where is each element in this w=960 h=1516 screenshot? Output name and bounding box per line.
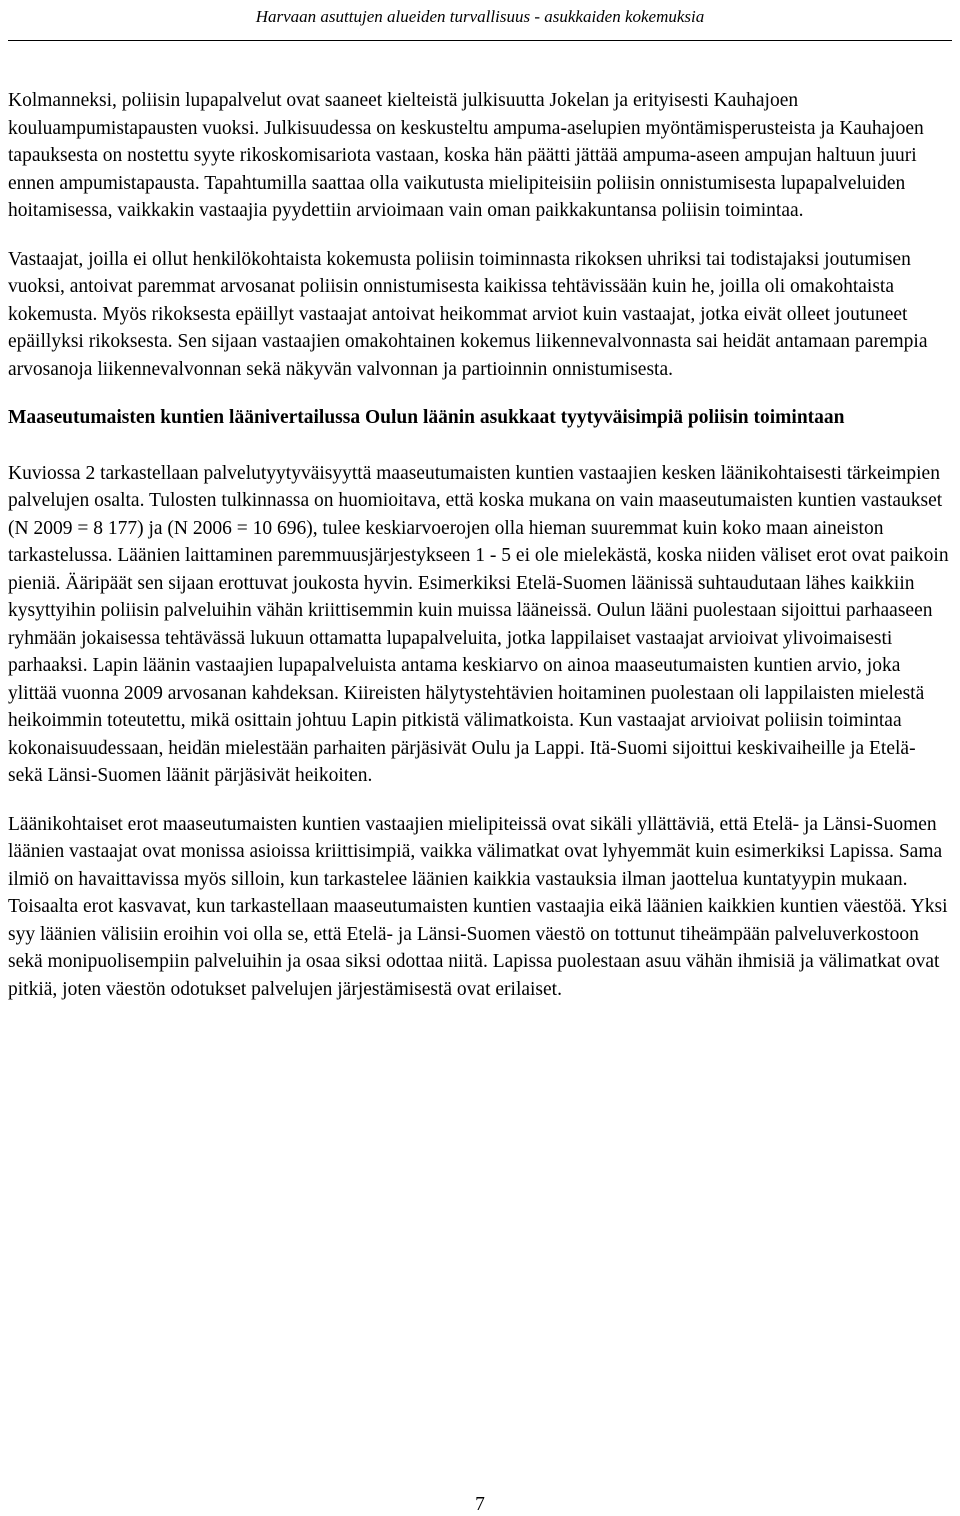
body-text — [8, 87, 952, 1024]
paragraph-lupapalvelut: Kolmanneksi, poliisin lupapalvelut ovat saaneet kielteistä julkisuutta Jokelan ja erityisesti Kauhajoen kouluampumistapausten vuoksi. Julkisuudessa on keskusteltu ampuma-aselupien myöntämisperusteista ja Kauhajoen tapauksesta on nostettu syyte rikoskomisariota vastaan, koska hän päätti jättää ampuma-aseen ampujan haltuun juuri ennen ampumistapausta. Tapahtumilla saattaa olla vaikutusta mielipiteisiin poliisin onnistumisesta lupapalveluiden hoitamisessa, vaikkakin vastaajia pyydettiin arvioimaan vain oman paikkakuntansa poliisin toimintaa. — [8, 90, 924, 221]
section-heading: Maaseutumaisten kuntien läänivertailussa Oulun läänin asukkaat tyytyväisimpiä poliisin toimintaan — [8, 407, 845, 428]
paragraph-laanikohtaiset-erot: Läänikohtaiset erot maaseutumaisten kuntien vastaajien mielipiteissä ovat sikäli yllättäviä, että Etelä- ja Länsi-Suomen läänien vastaajat ovat monissa asioissa kriittisimpiä, vaikka välimatkat ovat lyhyemmät kuin esimerkiksi Lapissa. Sama ilmiö on havaittavissa myös silloin, kun tarkastelee läänien kaikkia vastauksia ilman jaottelua kuntatyypin mukaan. Toisaalta erot kasvavat, kun tarkastellaan maaseutumaisten kuntien vastaajia eikä läänien kaikkien kuntien väestöä. Yksi syy läänien välisiin eroihin voi olla se, että Etelä- ja Länsi-Suomen väestö on tottunut tiheämpään palveluverkostoon sekä monipuolisempiin palveluihin ja osaa siksi odottaa niitä. Lapissa puolestaan asuu vähän ihmisiä ja välimatkat ovat pitkiä, joten väestön odotukset palvelujen järjestämisestä ovat erilaiset. — [8, 813, 948, 1000]
paragraph-kokemus: Vastaajat, joilla ei ollut henkilökohtaista kokemusta poliisin toiminnasta rikoksen uhriksi tai todistajaksi joutumisen vuoksi, antoivat paremmat arvosanat poliisin onnistumisesta kaikissa tehtävissään kuin he, joilla oli omakohtaista kokemusta. Myös rikoksesta epäillyt vastaajat antoivat heikommat arviot kuin vastaajat, jotka eivät olleet joutuneet epäillyksi rikoksesta. Sen sijaan vastaajien omakohtainen kokemus liikennevalvonnasta sai heidät antamaan parempia arvosanoja liikennevalvonnan sekä näkyvän valvonnan ja partioinnin onnistumisesta. — [8, 248, 928, 380]
page-number: 7 — [475, 1494, 485, 1515]
running-header: Harvaan asuttujen alueiden turvallisuus - asukkaiden kokemuksia — [8, 6, 952, 41]
paragraph-laanivertailu: Kuviossa 2 tarkastellaan palvelutyytyväisyyttä maaseutumaisten kuntien vastaajien kesken läänikohtaisesti tärkeimpien palvelujen osalta. Tulosten tulkinnassa on huomioitava, että koska mukana on vain maaseutumaisten kuntien vastaukset (N 2009 = 8 177) ja (N 2006 = 10 696), tulee keskiarvoerojen olla hieman suuremmat kuin koko maan aineiston tarkastelussa. Läänien laittaminen paremmuusjärjestykseen 1 - 5 ei ole mielekästä, koska niiden väliset erot ovat paikoin pieniä. Ääripäät sen sijaan erottuvat joukosta hyvin. Esimerkiksi Etelä-Suomen läänissä suhtaudutaan lähes kaikkiin kysyttyihin poliisin palveluihin vähän kriittisemmin kuin muissa lääneissä. Oulun lääni puolestaan sijoittui parhaaseen ryhmään jokaisessa tehtävässä lukuun ottamatta lupapalveluita, jotka lappilaiset vastaajat arvioivat ylivoimaisesti parhaaksi. Lapin läänin vastaajien lupapalveluista antama keskiarvo on ainoa maaseutumaisten kuntien arvio, joka ylittää vuonna 2009 arvosanan kahdeksan. Kiireisten hälytystehtävien hoitaminen puolestaan oli lappilaisten mielestä heikoimmin toteutettu, mikä osittain johtuu Lapin pitkistä välimatkoista. Kun vastaajat arvioivat poliisin toimintaa kokonaisuudessaan, heidän mielestään parhaiten pärjäsivät Oulu ja Lappi. Itä-Suomi sijoittui keskivaiheille ja Etelä- sekä Länsi-Suomen läänit pärjäsivät heikoiten. — [8, 462, 949, 786]
